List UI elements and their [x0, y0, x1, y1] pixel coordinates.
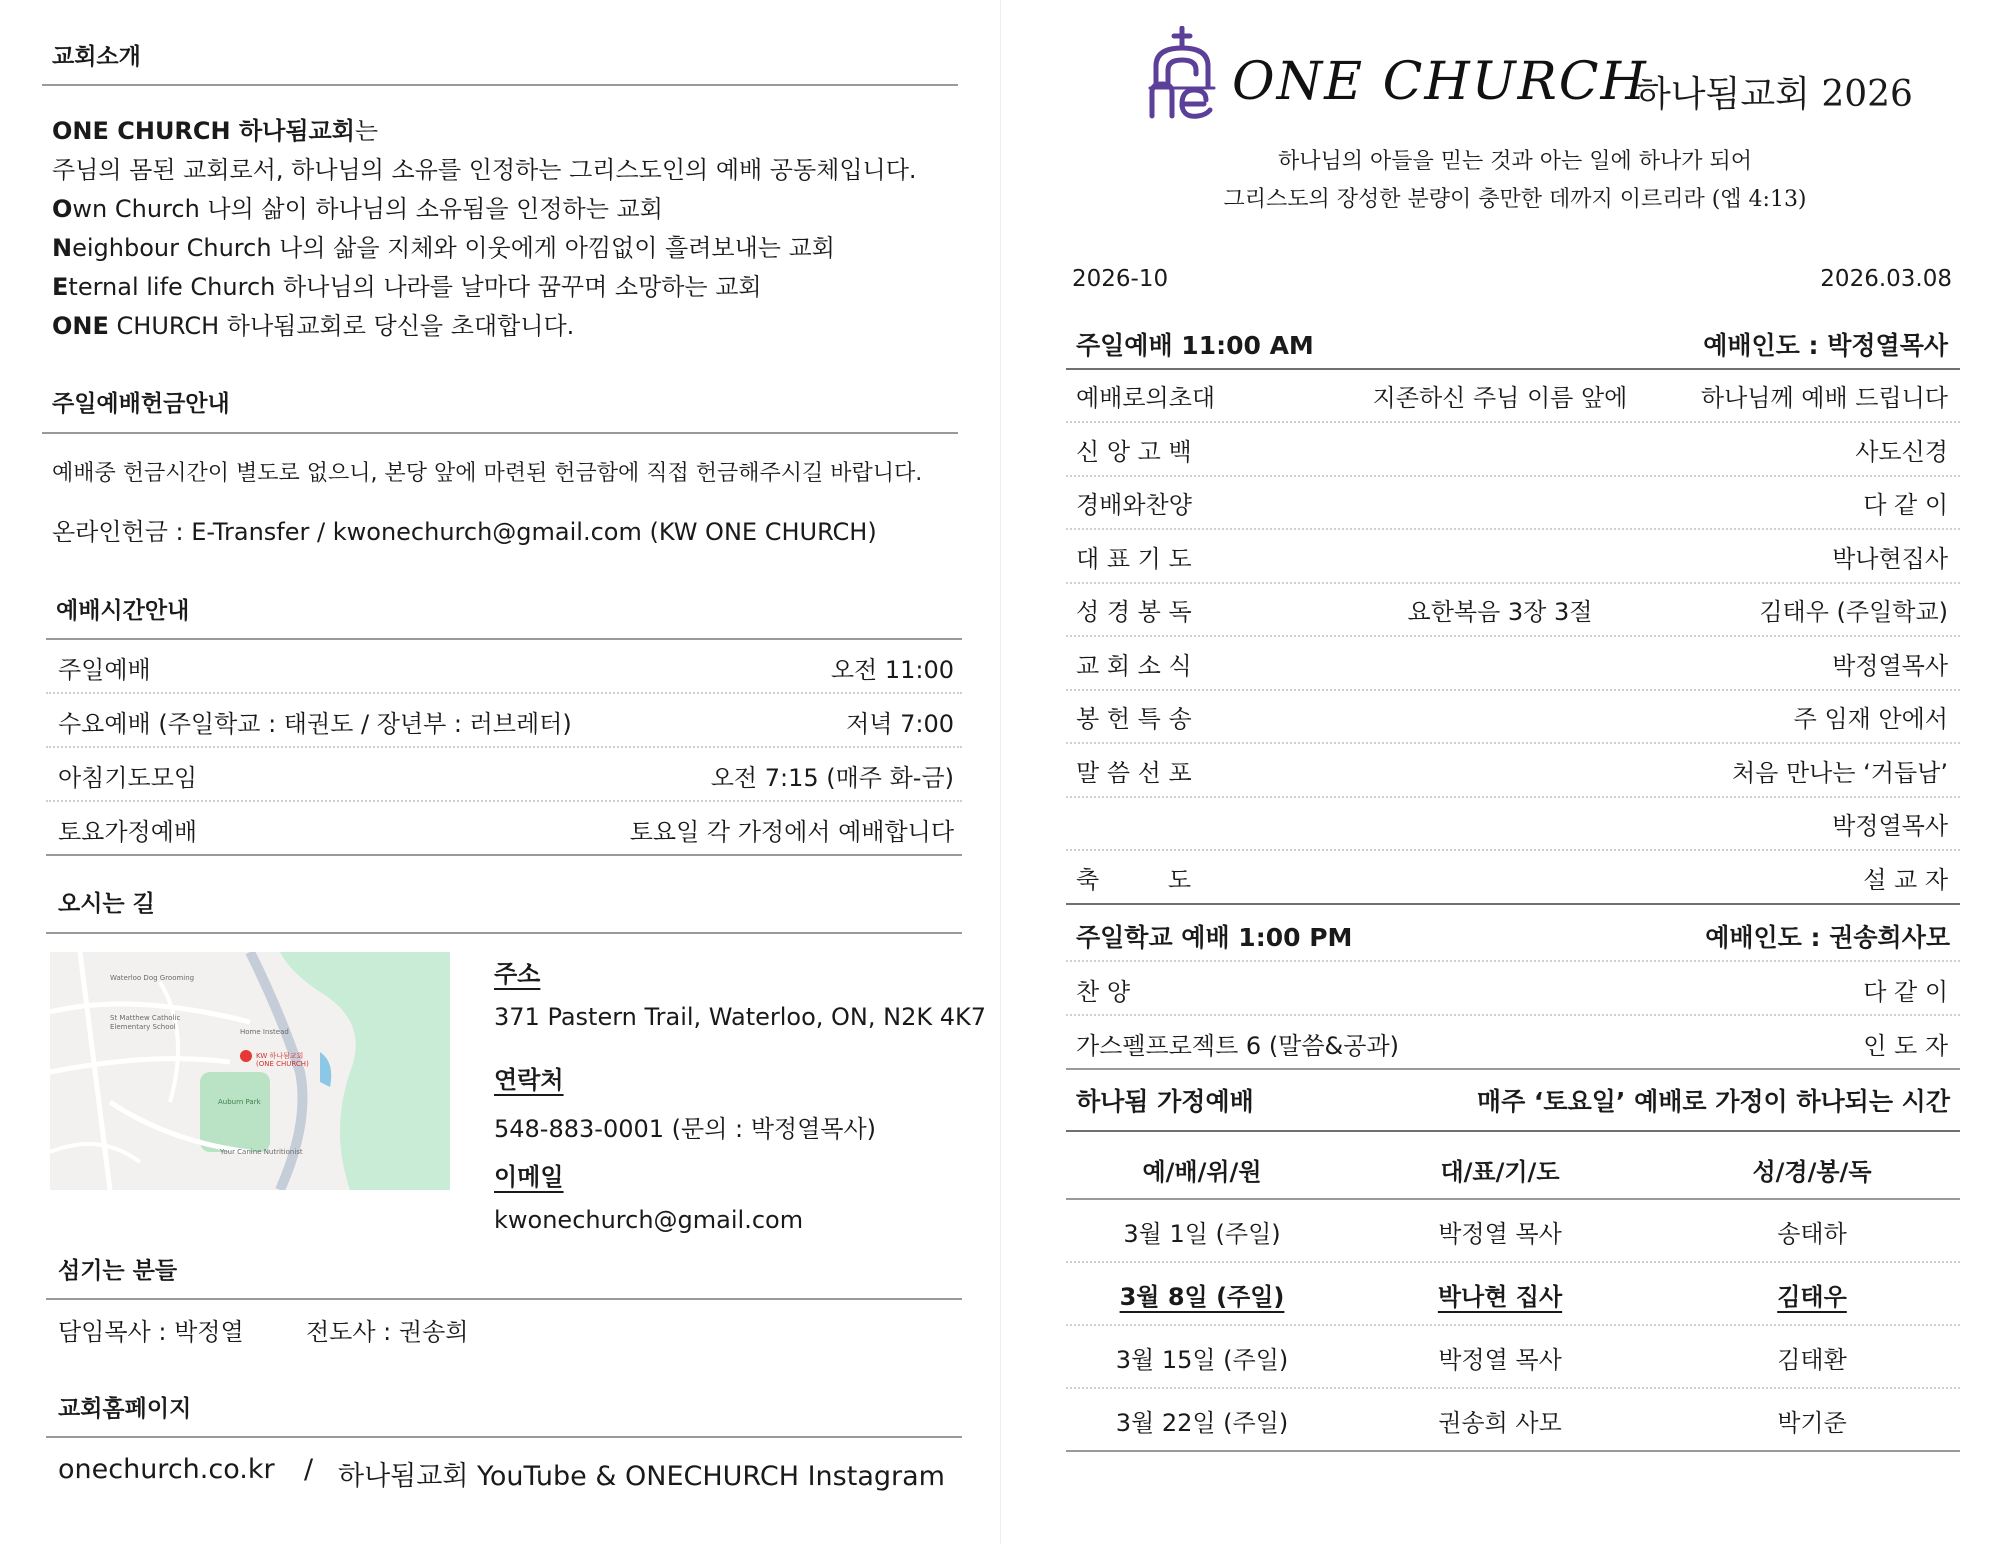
- address-label: 주소: [494, 960, 541, 988]
- homepage-url[interactable]: onechurch.co.kr: [58, 1454, 275, 1485]
- sunday-item-detail: 지존하신 주님 이름 앞에: [1372, 384, 1628, 412]
- schedule-row-1-time: 오전 11:00: [830, 656, 954, 684]
- schedule-row-2-name: 수요예배 (주일학교 : 태권도 / 장년부 : 러브레터): [58, 710, 572, 738]
- bulletin-date: 2026.03.08: [1820, 266, 1952, 292]
- duty-header-rule: [1066, 1198, 1960, 1200]
- church-logo: [1148, 26, 1216, 120]
- schedule-title: 예배시간안내: [56, 598, 190, 624]
- location-map[interactable]: [50, 952, 450, 1190]
- sunday-item-name: 축 도: [1076, 866, 1192, 894]
- sunday-item-name: 봉 헌 특 송: [1076, 705, 1192, 733]
- intro-rule: [42, 84, 958, 86]
- schedule-row-3-name: 아침기도모임: [58, 764, 198, 792]
- duty-cell: 3월 22일 (주일): [1115, 1409, 1289, 1437]
- schedule-row-2-time: 저녁 7:00: [846, 710, 954, 738]
- sunday-item-person: 하나님께 예배 드립니다: [1700, 384, 1948, 412]
- directions-rule: [46, 932, 962, 934]
- sunday-item-name: 대 표 기 도: [1076, 545, 1192, 573]
- school-sep: [1066, 960, 1960, 962]
- sunday-item-person: 다 같 이: [1863, 491, 1948, 519]
- school-item-1-name: 찬 양: [1076, 978, 1130, 1006]
- duty-cell: 3월 1일 (주일): [1123, 1220, 1281, 1248]
- verse-line2: 그리스도의 장성한 분량이 충만한 데까지 이르리라 (엡 4:13): [1223, 187, 1807, 212]
- homepage-title: 교회홈페이지: [58, 1396, 192, 1422]
- duty-row-separator: [1066, 1324, 1960, 1326]
- homepage-social[interactable]: 하나됨교회 YouTube & ONECHURCH Instagram: [338, 1461, 945, 1492]
- schedule-sep: [46, 746, 962, 748]
- duty-row-separator: [1066, 1387, 1960, 1389]
- map-label-nutritionist: Your Canine Nutritionist: [220, 1148, 303, 1156]
- offering-line1: 예배중 헌금시간이 별도로 없으니, 본당 앞에 마련된 헌금함에 직접 헌금해주시길 바랍니다.: [52, 461, 923, 486]
- intro-line3: Own Church 나의 삶이 하나님의 소유됨을 인정하는 교회: [52, 195, 663, 223]
- intro-line6: ONE CHURCH 하나됨교회로 당신을 초대합니다.: [52, 312, 575, 340]
- sunday-item-person: 김태우 (주일학교): [1759, 598, 1948, 626]
- school-item-2-name: 가스펠프로젝트 6 (말씀&공과): [1076, 1032, 1399, 1060]
- map-label-park: Auburn Park: [218, 1098, 261, 1106]
- intro-line4: Neighbour Church 나의 삶을 지체와 이웃에게 아낌없이 흘려보내는 교회: [52, 234, 835, 262]
- schedule-row-4-name: 토요가정예배: [58, 818, 198, 846]
- sunday-row-separator: [1066, 796, 1960, 798]
- schedule-row-4-time: 토요일 각 가정에서 예배합니다: [629, 818, 954, 846]
- duty-cell: 3월 8일 (주일): [1119, 1283, 1285, 1311]
- map-label-church: KW 하나됨교회 (ONE CHURCH): [256, 1052, 309, 1068]
- sunday-item-person: 박정열목사: [1832, 652, 1948, 680]
- schedule-row-1-name: 주일예배: [58, 656, 151, 684]
- sunday-item-name: 예배로의초대: [1076, 384, 1216, 412]
- school-item-2-right: 인 도 자: [1863, 1032, 1948, 1060]
- sunday-item-person: 처음 만나는 ‘거듭남’: [1732, 759, 1948, 787]
- sunday-row-separator: [1066, 689, 1960, 691]
- intro-line1: ONE CHURCH 하나됨교회는: [52, 117, 379, 145]
- sunday-service-leader: 예배인도 : 박정열목사: [1703, 331, 1948, 360]
- duty-header: 예/배/위/원: [1142, 1158, 1262, 1186]
- servers-evangelist: 전도사 : 권송희: [306, 1318, 469, 1346]
- duty-cell: 김태환: [1777, 1346, 1847, 1374]
- email-value[interactable]: kwonechurch@gmail.com: [494, 1206, 804, 1234]
- school-bottom-rule: [1066, 1068, 1960, 1070]
- map-label-school: St Matthew Catholic Elementary School: [110, 1014, 181, 1031]
- school-service-title: 주일학교 예배 1:00 PM: [1076, 923, 1353, 952]
- schedule-rule: [46, 638, 962, 640]
- logo-wordmark: ONE CHURCH: [1232, 52, 1648, 112]
- duty-cell: 박나현 집사: [1437, 1283, 1563, 1311]
- logo-korean-title: 하나됨교회 2026: [1636, 74, 1913, 115]
- duty-header: 성/경/봉/독: [1752, 1158, 1872, 1186]
- homepage-separator: /: [304, 1454, 314, 1485]
- sunday-row-separator: [1066, 635, 1960, 637]
- schedule-bottom-rule: [46, 854, 962, 856]
- intro-title: 교회소개: [52, 44, 141, 70]
- sunday-item-person: 박나현집사: [1832, 545, 1948, 573]
- duty-cell: 김태우: [1777, 1283, 1847, 1311]
- duty-row-separator: [1066, 1261, 1960, 1263]
- sunday-item-person: 박정열목사: [1832, 812, 1948, 840]
- offering-title: 주일예배헌금안내: [52, 391, 230, 417]
- school-sep: [1066, 1014, 1960, 1016]
- verse-line1: 하나님의 아들을 믿는 것과 아는 일에 하나가 되어: [1278, 149, 1752, 174]
- duty-cell: 3월 15일 (주일): [1115, 1346, 1289, 1374]
- servers-title: 섬기는 분들: [58, 1258, 178, 1284]
- contact-value: 548-883-0001 (문의 : 박정열목사): [494, 1115, 877, 1143]
- map-label-home-instead: Home Instead: [240, 1028, 289, 1036]
- family-worship-title: 하나됨 가정예배: [1076, 1087, 1254, 1116]
- school-service-leader: 예배인도 : 권송희사모: [1705, 923, 1950, 952]
- sunday-item-person: 사도신경: [1855, 438, 1948, 466]
- sunday-item-name: 성 경 봉 독: [1076, 598, 1192, 626]
- school-top-rule: [1066, 903, 1960, 905]
- sunday-item-name: 신 앙 고 백: [1076, 438, 1192, 466]
- sunday-service-title: 주일예배 11:00 AM: [1076, 331, 1314, 360]
- email-label: 이메일: [494, 1163, 564, 1191]
- intro-line2: 주님의 몸된 교회로서, 하나님의 소유를 인정하는 그리스도인의 예배 공동체입니다.: [52, 156, 917, 184]
- sunday-rule: [1066, 368, 1960, 370]
- duty-cell: 송태하: [1777, 1220, 1847, 1248]
- sunday-row-separator: [1066, 421, 1960, 423]
- church-logo-icon: [1148, 26, 1216, 120]
- sunday-row-separator: [1066, 849, 1960, 851]
- sunday-row-separator: [1066, 582, 1960, 584]
- intro-line5: Eternal life Church 하나님의 나라를 날마다 꿈꾸며 소망하는 교회: [52, 273, 762, 301]
- sunday-item-detail: 요한복음 3장 3절: [1407, 598, 1593, 626]
- family-rule: [1066, 1130, 1960, 1132]
- offering-rule: [42, 432, 958, 434]
- sunday-item-name: 교 회 소 식: [1076, 652, 1192, 680]
- schedule-row-3-time: 오전 7:15 (매주 화-금): [710, 764, 954, 792]
- sunday-item-person: 설 교 자: [1863, 866, 1948, 894]
- duty-row-separator: [1066, 1450, 1960, 1452]
- sunday-item-person: 주 임재 안에서: [1793, 705, 1948, 733]
- schedule-sep: [46, 800, 962, 802]
- servers-pastor: 담임목사 : 박정열: [58, 1318, 244, 1346]
- issue-number: 2026-10: [1072, 266, 1169, 292]
- school-item-1-right: 다 같 이: [1863, 978, 1948, 1006]
- family-worship-desc: 매주 ‘토요일’ 예배로 가정이 하나되는 시간: [1476, 1087, 1950, 1116]
- sunday-row-separator: [1066, 475, 1960, 477]
- map-label-dog-grooming: Waterloo Dog Grooming: [110, 974, 195, 982]
- sunday-item-name: 말 씀 선 포: [1076, 759, 1192, 787]
- address-value: 371 Pastern Trail, Waterloo, ON, N2K 4K7: [494, 1003, 987, 1031]
- homepage-rule: [46, 1436, 962, 1438]
- contact-label: 연락처: [494, 1066, 564, 1094]
- sunday-item-name: 경배와찬양: [1076, 491, 1192, 519]
- sunday-row-separator: [1066, 742, 1960, 744]
- duty-cell: 박정열 목사: [1438, 1346, 1562, 1374]
- sunday-row-separator: [1066, 528, 1960, 530]
- duty-cell: 박정열 목사: [1438, 1220, 1562, 1248]
- duty-cell: 박기준: [1777, 1409, 1847, 1437]
- duty-cell: 권송희 사모: [1438, 1409, 1562, 1437]
- schedule-sep: [46, 692, 962, 694]
- offering-line2: 온라인헌금 : E-Transfer / kwonechurch@gmail.com (KW ONE CHURCH): [52, 518, 877, 546]
- directions-title: 오시는 길: [58, 891, 155, 917]
- duty-header: 대/표/기/도: [1440, 1158, 1560, 1186]
- servers-rule: [46, 1298, 962, 1300]
